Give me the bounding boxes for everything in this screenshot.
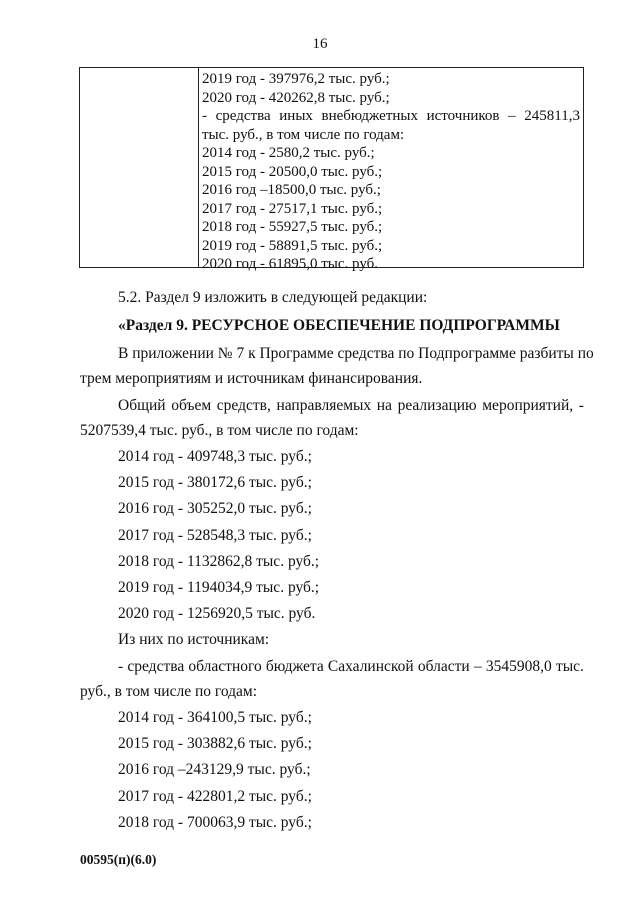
section-heading: «Раздел 9. РЕСУРСНОЕ ОБЕСПЕЧЕНИЕ ПОДПРОГРАММЫ — [118, 317, 560, 334]
sources-label: Из них по источникам: — [118, 631, 270, 648]
paragraph-1-line-2: трем мероприятиям и источникам финансирования. — [80, 370, 423, 387]
table-word: – — [508, 108, 516, 124]
table-line — [200, 107, 582, 126]
table-line: тыс. руб., в том числе по годам: — [202, 126, 405, 143]
table-word: иных — [279, 108, 313, 124]
paragraph-2-line-1 — [118, 397, 584, 415]
year-amount-line: 2020 год - 1256920,5 тыс. руб. — [118, 605, 316, 623]
word: тыс. — [555, 658, 584, 675]
table-line: 2016 год –18500,0 тыс. руб.; — [202, 182, 381, 198]
table-line: 2015 год - 20500,0 тыс. руб.; — [202, 163, 383, 180]
word: реализацию — [397, 397, 477, 414]
word: на — [376, 397, 392, 414]
table-word: источников — [426, 108, 500, 124]
table-line: 2020 год - 61895,0 тыс. руб. — [202, 256, 379, 272]
table-line: 2019 год - 58891,5 тыс. руб.; — [202, 237, 383, 254]
year-amount-line: 2016 год - 305252,0 тыс. руб.; — [118, 500, 312, 518]
year-amount-line: 2015 год - 303882,6 тыс. руб.; — [118, 735, 312, 753]
table-line: 2018 год - 55927,5 тыс. руб.; — [202, 219, 383, 235]
table-line: 2014 год - 2580,2 тыс. руб.; — [202, 145, 375, 161]
table-word: - — [202, 108, 207, 124]
table-word: средства — [215, 108, 271, 124]
word: бюджета — [265, 658, 324, 675]
word: 3545908,0 — [485, 658, 552, 675]
paragraph-1-line-1: В приложении № 7 к Программе средства по Подпрограмме разбиты по — [118, 345, 594, 362]
word: объем — [171, 397, 212, 414]
word: мероприятий, — [482, 397, 574, 414]
table-line: 2017 год - 27517,1 тыс. руб.; — [202, 200, 383, 217]
word: направляемых — [276, 397, 372, 414]
section-intro: 5.2. Раздел 9 изложить в следующей редакции: — [118, 289, 428, 306]
word: средств, — [216, 397, 271, 414]
year-amount-line: 2017 год - 422801,2 тыс. руб.; — [118, 787, 312, 805]
funding-table — [79, 67, 584, 272]
word: средства — [127, 658, 185, 675]
word: - — [118, 658, 124, 675]
table-word: внебюджетных — [321, 108, 418, 124]
year-amount-line: 2014 год - 409748,3 тыс. руб.; — [118, 448, 312, 465]
paragraph-2-line-2: 5207539,4 тыс. руб., в том числе по годам: — [80, 422, 359, 439]
word: областного — [188, 658, 262, 675]
word: Сахалинской — [327, 658, 414, 675]
word: Общий — [118, 397, 166, 414]
regional-budget-line-1 — [118, 658, 584, 676]
document-code: 00595(п)(6.0) — [80, 852, 157, 867]
table-right-cell — [200, 70, 582, 274]
year-amount-line: 2016 год –243129,9 тыс. руб.; — [118, 761, 311, 779]
table-left-cell — [80, 68, 199, 267]
page-number: 16 — [312, 36, 328, 52]
year-amount-line: 2014 год - 364100,5 тыс. руб.; — [118, 709, 312, 726]
word: - — [578, 397, 584, 414]
word: области — [417, 658, 470, 675]
year-amount-line: 2017 год - 528548,3 тыс. руб.; — [118, 526, 312, 544]
year-amount-line: 2018 год - 1132862,8 тыс. руб.; — [118, 552, 320, 570]
year-amount-line: 2019 год - 1194034,9 тыс. руб.; — [118, 579, 320, 596]
word: – — [473, 658, 482, 675]
table-line: 2019 год - 397976,2 тыс. руб.; — [202, 71, 390, 87]
year-amount-line: 2015 год - 380172,6 тыс. руб.; — [118, 474, 312, 492]
table-word: 245811,3 — [524, 108, 580, 124]
table-line: 2020 год - 420262,8 тыс. руб.; — [202, 89, 390, 106]
regional-budget-line-2: руб., в том числе по годам: — [80, 683, 258, 700]
year-amount-line: 2018 год - 700063,9 тыс. руб.; — [118, 813, 312, 831]
